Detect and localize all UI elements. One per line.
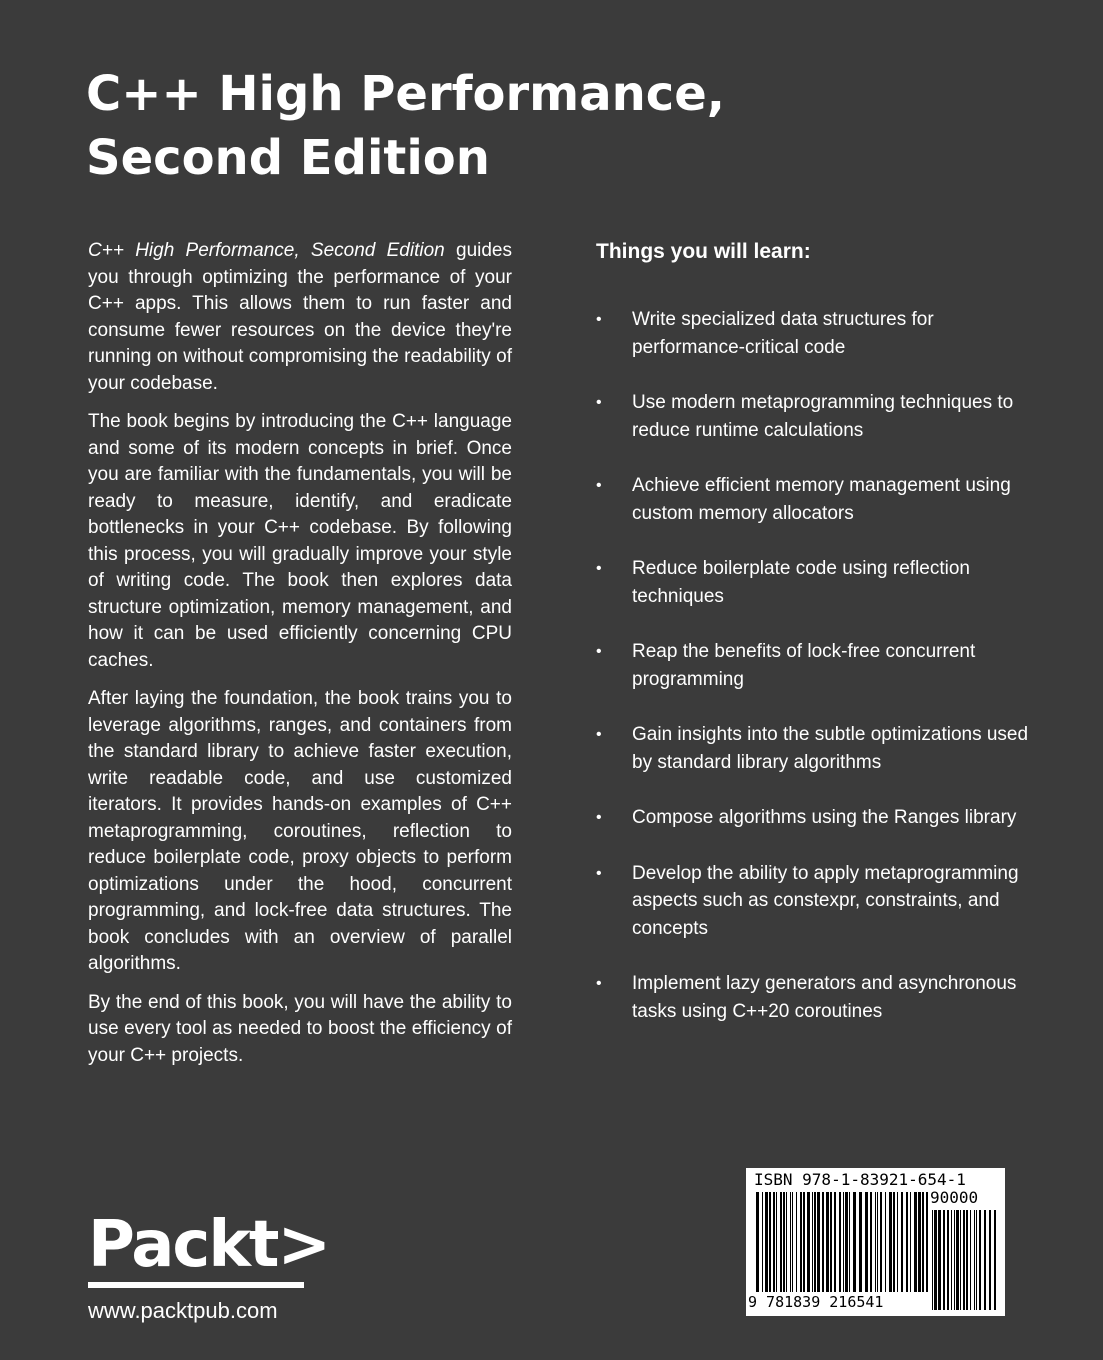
book-title-line-1: C++ High Performance, [86, 66, 725, 122]
barcode-bar [877, 1192, 878, 1292]
barcode-bar [951, 1210, 952, 1310]
learning-item-text: Reduce boilerplate code using reflection techniques [632, 558, 970, 607]
learning-column [596, 238, 1036, 1053]
logo-underline [88, 1282, 304, 1288]
barcode-bar [970, 1210, 971, 1310]
description-paragraph-3: After laying the foundation, the book trains you to leverage algorithms, ranges, and containers from the standard library to achieve faster execution, write readable code, and use customized iterators. It provides hands-on examples of C++ metaprogramming, coroutines, reflection to reduce boilerplate code, proxy objects to perform optimizations under the hood, concurrent programming, and lock-free data structures. The book concludes with an overview of parallel algorithms. [88, 688, 512, 974]
barcode-bar [773, 1192, 775, 1292]
barcode-bar [938, 1210, 941, 1310]
barcode-bar [762, 1192, 763, 1292]
description-book-name: C++ High Performance, Second Edition [88, 240, 445, 261]
learning-heading: Things you will learn: [596, 240, 811, 263]
learning-item [596, 804, 1036, 832]
learning-item-text: Reap the benefits of lock-free concurrent programming [632, 641, 976, 690]
barcode-main-bars [756, 1192, 928, 1292]
barcode-bar [914, 1192, 917, 1292]
barcode-bar [974, 1210, 975, 1310]
barcode-bar [906, 1192, 908, 1292]
barcode-bar [843, 1192, 844, 1292]
barcode-bar [756, 1192, 759, 1292]
bullet-icon: • [596, 809, 602, 826]
barcode-bar [765, 1192, 768, 1292]
barcode-bar [994, 1210, 996, 1310]
barcode-bar [783, 1192, 785, 1292]
description-paragraph-2: The book begins by introducing the C++ language and some of its modern concepts in brief. Once you are familiar with the fundamentals, you will be ready to measure, identify, and eradicate bottlenecks in your C++ codebase. By following this process, you will gradually improve your style of writing code. The book then explores data structure optimization, memory management, and how it can be used efficiently concerning CPU caches. [88, 411, 512, 671]
barcode-bar [796, 1192, 797, 1292]
learning-item [596, 860, 1036, 943]
barcode-bar [870, 1192, 872, 1292]
publisher-block [88, 1210, 329, 1326]
barcode-bar [814, 1192, 816, 1292]
learning-item [596, 970, 1036, 1025]
learning-item-text: Compose algorithms using the Ranges library [632, 807, 1017, 828]
learning-item [596, 638, 1036, 693]
description-intro-text: guides you through optimizing the performance of your C++ apps. This allows them to run faster and consume fewer resources on the device they're running on without compromising the readability of your codebase. [88, 240, 512, 394]
learning-item-text: Write specialized data structures for performance-critical code [632, 309, 934, 358]
learning-item [596, 555, 1036, 610]
learning-item-text: Implement lazy generators and asynchronous tasks using C++20 coroutines [632, 973, 1017, 1022]
barcode-bar [817, 1192, 820, 1292]
barcode-digits: 9 781839 216541 [748, 1293, 884, 1311]
barcode-bar [880, 1192, 882, 1292]
learning-item-text: Achieve efficient memory management using custom memory allocators [632, 475, 1011, 524]
barcode-bar [839, 1192, 841, 1292]
description-column [88, 238, 512, 1081]
barcode-bar [963, 1210, 965, 1310]
barcode-bar [960, 1210, 961, 1310]
bullet-icon: • [596, 394, 602, 411]
barcode-bar [922, 1192, 924, 1292]
barcode-bar [849, 1192, 850, 1292]
barcode-bar [966, 1210, 968, 1310]
bullet-icon: • [596, 643, 602, 660]
bullet-icon: • [596, 311, 602, 328]
barcode-bar [926, 1192, 928, 1292]
barcode-bar [786, 1192, 787, 1292]
bullet-icon: • [596, 864, 602, 882]
barcode-bar [976, 1210, 977, 1310]
barcode-bar [897, 1192, 898, 1292]
isbn-label: ISBN 978-1-83921-654-1 [754, 1170, 966, 1189]
bullet-icon: • [596, 975, 602, 992]
barcode-bar [780, 1192, 782, 1292]
barcode-bar [834, 1192, 836, 1292]
barcode-bar [932, 1210, 933, 1310]
barcode-bar [984, 1210, 986, 1310]
barcode-addon-bars [932, 1210, 996, 1310]
learning-list [596, 306, 1036, 1025]
barcode-bar [822, 1192, 824, 1292]
barcode-bar [979, 1210, 981, 1310]
publisher-website: www.packtpub.com [88, 1298, 278, 1323]
barcode-bar [893, 1192, 895, 1292]
learning-item [596, 306, 1036, 361]
barcode-bar [845, 1192, 848, 1292]
learning-item [596, 389, 1036, 444]
barcode-bar [910, 1192, 911, 1292]
barcode-bar [800, 1192, 802, 1292]
learning-item [596, 472, 1036, 527]
learning-item [596, 721, 1036, 776]
barcode-bar [889, 1192, 892, 1292]
bullet-icon: • [596, 477, 602, 494]
barcode-bar [853, 1192, 856, 1292]
barcode-bar [901, 1192, 903, 1292]
barcode-bar [989, 1210, 991, 1310]
packt-logo: Packt> [88, 1208, 330, 1282]
barcode-bar [954, 1210, 955, 1310]
barcode-bar [918, 1192, 921, 1292]
book-title-line-2: Second Edition [86, 130, 490, 186]
barcode-bar [807, 1192, 810, 1292]
isbn-barcode [746, 1168, 1005, 1316]
learning-item-text: Gain insights into the subtle optimizations used by standard library algorithms [632, 724, 1029, 773]
barcode-bar [830, 1192, 832, 1292]
barcode-bar [859, 1192, 862, 1292]
book-title [86, 62, 986, 190]
barcode-bar [885, 1192, 886, 1292]
barcode-bar [769, 1192, 771, 1292]
barcode-bar [792, 1192, 793, 1292]
barcode-bar [875, 1192, 876, 1292]
barcode-bar [934, 1210, 937, 1310]
barcode-bar [943, 1210, 945, 1310]
description-paragraph-1 [88, 238, 512, 397]
barcode-addon-number: 90000 [930, 1188, 979, 1207]
learning-item-text: Use modern metaprogramming techniques to reduce runtime calculations [632, 392, 1014, 441]
barcode-bar [956, 1210, 959, 1310]
learning-item-text: Develop the ability to apply metaprogramming aspects such as constexpr, constraints, and concepts [632, 862, 1019, 939]
description-paragraph-4: By the end of this book, you will have the ability to use every tool as needed to boost the efficiency of your C++ projects. [88, 991, 512, 1066]
barcode-bar [947, 1210, 949, 1310]
bullet-icon: • [596, 726, 602, 743]
barcode-bar [826, 1192, 829, 1292]
bullet-icon: • [596, 560, 602, 577]
barcode-bar [776, 1192, 777, 1292]
barcode-bar [812, 1192, 813, 1292]
barcode-bar [790, 1192, 791, 1292]
barcode-bar [803, 1192, 805, 1292]
barcode-bar [865, 1192, 868, 1292]
